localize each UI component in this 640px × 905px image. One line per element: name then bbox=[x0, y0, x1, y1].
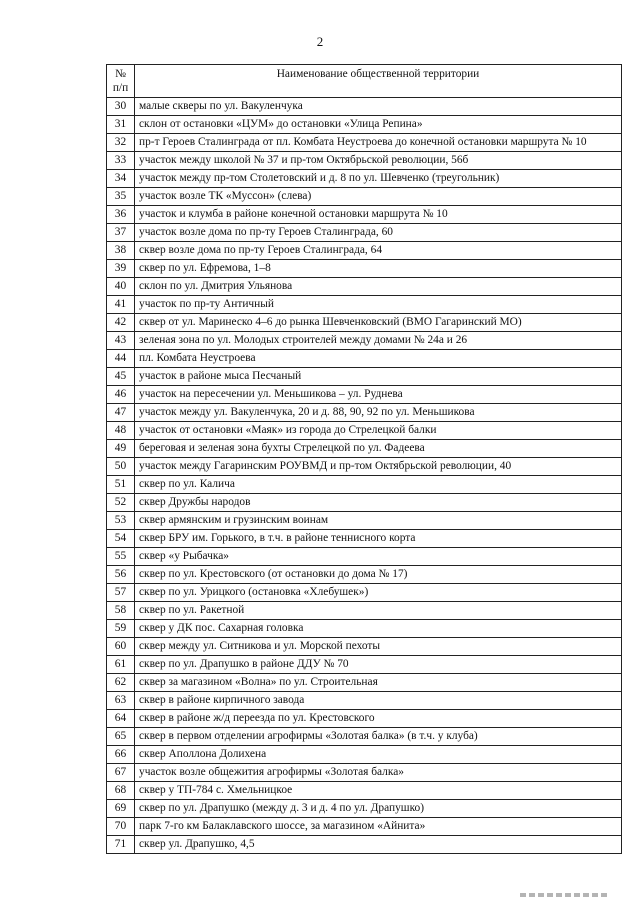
table-row bbox=[107, 314, 622, 332]
row-territory-name: сквер в районе ж/д переезда по ул. Крестовского bbox=[135, 710, 622, 728]
table-row bbox=[107, 620, 622, 638]
table-row bbox=[107, 296, 622, 314]
table-row bbox=[107, 422, 622, 440]
table-row bbox=[107, 224, 622, 242]
table-body bbox=[107, 98, 622, 854]
row-territory-name: зеленая зона по ул. Молодых строителей между домами № 24а и 26 bbox=[135, 332, 622, 350]
row-territory-name: сквер по ул. Ефремова, 1–8 bbox=[135, 260, 622, 278]
row-territory-name: сквер между ул. Ситникова и ул. Морской пехоты bbox=[135, 638, 622, 656]
row-territory-name: сквер БРУ им. Горького, в т.ч. в районе теннисного корта bbox=[135, 530, 622, 548]
row-territory-name: сквер у ДК пос. Сахарная головка bbox=[135, 620, 622, 638]
table-row bbox=[107, 170, 622, 188]
table-row bbox=[107, 656, 622, 674]
table-row bbox=[107, 440, 622, 458]
row-territory-name: участок между Гагаринским РОУВМД и пр-том Октябрьской революции, 40 bbox=[135, 458, 622, 476]
row-number: 40 bbox=[107, 278, 135, 296]
row-number: 48 bbox=[107, 422, 135, 440]
row-territory-name: участок возле общежития агрофирмы «Золотая балка» bbox=[135, 764, 622, 782]
table-row bbox=[107, 206, 622, 224]
table-row bbox=[107, 692, 622, 710]
row-number: 42 bbox=[107, 314, 135, 332]
row-number: 39 bbox=[107, 260, 135, 278]
row-number: 69 bbox=[107, 800, 135, 818]
table-row bbox=[107, 818, 622, 836]
territories-table bbox=[106, 64, 622, 854]
row-territory-name: сквер по ул. Драпушко в районе ДДУ № 70 bbox=[135, 656, 622, 674]
row-territory-name: сквер по ул. Калича bbox=[135, 476, 622, 494]
row-number: 35 bbox=[107, 188, 135, 206]
table-row bbox=[107, 188, 622, 206]
row-territory-name: парк 7-го км Балаклавского шоссе, за магазином «Айнита» bbox=[135, 818, 622, 836]
table-row bbox=[107, 674, 622, 692]
table-row bbox=[107, 152, 622, 170]
table-header-row bbox=[107, 65, 622, 98]
row-number: 64 bbox=[107, 710, 135, 728]
row-territory-name: склон от остановки «ЦУМ» до остановки «Улица Репина» bbox=[135, 116, 622, 134]
table-row bbox=[107, 368, 622, 386]
table-row bbox=[107, 710, 622, 728]
row-territory-name: участок на пересечении ул. Меньшикова – ул. Руднева bbox=[135, 386, 622, 404]
row-number: 31 bbox=[107, 116, 135, 134]
table-row bbox=[107, 836, 622, 854]
row-number: 52 bbox=[107, 494, 135, 512]
row-territory-name: пл. Комбата Неустроева bbox=[135, 350, 622, 368]
row-number: 62 bbox=[107, 674, 135, 692]
table-row bbox=[107, 476, 622, 494]
row-territory-name: участок от остановки «Маяк» из города до Стрелецкой балки bbox=[135, 422, 622, 440]
table-row bbox=[107, 404, 622, 422]
row-territory-name: сквер за магазином «Волна» по ул. Строительная bbox=[135, 674, 622, 692]
row-territory-name: сквер от ул. Маринеско 4–6 до рынка Шевченковский (ВМО Гагаринский МО) bbox=[135, 314, 622, 332]
table-row bbox=[107, 512, 622, 530]
row-territory-name: малые скверы по ул. Вакуленчука bbox=[135, 98, 622, 116]
table-row bbox=[107, 332, 622, 350]
row-territory-name: участок в районе мыса Песчаный bbox=[135, 368, 622, 386]
row-number: 57 bbox=[107, 584, 135, 602]
row-number: 32 bbox=[107, 134, 135, 152]
row-territory-name: сквер Дружбы народов bbox=[135, 494, 622, 512]
row-number: 47 bbox=[107, 404, 135, 422]
header-number: № п/п bbox=[107, 65, 135, 98]
row-territory-name: участок между ул. Вакуленчука, 20 и д. 88, 90, 92 по ул. Меньшикова bbox=[135, 404, 622, 422]
row-territory-name: склон по ул. Дмитрия Ульянова bbox=[135, 278, 622, 296]
row-territory-name: сквер в первом отделении агрофирмы «Золотая балка» (в т.ч. у клуба) bbox=[135, 728, 622, 746]
row-territory-name: сквер Аполлона Долихена bbox=[135, 746, 622, 764]
row-territory-name: сквер ул. Драпушко, 4,5 bbox=[135, 836, 622, 854]
table-row bbox=[107, 242, 622, 260]
table-row bbox=[107, 746, 622, 764]
row-territory-name: участок по пр-ту Античный bbox=[135, 296, 622, 314]
table-row bbox=[107, 530, 622, 548]
row-number: 65 bbox=[107, 728, 135, 746]
table-row bbox=[107, 134, 622, 152]
row-territory-name: сквер по ул. Драпушко (между д. 3 и д. 4 по ул. Драпушко) bbox=[135, 800, 622, 818]
row-territory-name: пр-т Героев Сталинграда от пл. Комбата Неустроева до конечной остановки маршрута № 10 bbox=[135, 134, 622, 152]
row-number: 61 bbox=[107, 656, 135, 674]
table-row bbox=[107, 386, 622, 404]
table-row bbox=[107, 764, 622, 782]
row-territory-name: сквер «у Рыбачка» bbox=[135, 548, 622, 566]
row-territory-name: участок между пр-том Столетовский и д. 8 по ул. Шевченко (треугольник) bbox=[135, 170, 622, 188]
table-row bbox=[107, 260, 622, 278]
row-number: 37 bbox=[107, 224, 135, 242]
row-number: 50 bbox=[107, 458, 135, 476]
row-territory-name: сквер возле дома по пр-ту Героев Сталинграда, 64 bbox=[135, 242, 622, 260]
row-number: 56 bbox=[107, 566, 135, 584]
table-row bbox=[107, 602, 622, 620]
table-row bbox=[107, 350, 622, 368]
table-row bbox=[107, 782, 622, 800]
row-number: 58 bbox=[107, 602, 135, 620]
row-number: 30 bbox=[107, 98, 135, 116]
row-territory-name: участок возле ТК «Муссон» (слева) bbox=[135, 188, 622, 206]
table-row bbox=[107, 566, 622, 584]
row-number: 53 bbox=[107, 512, 135, 530]
table-row bbox=[107, 278, 622, 296]
table-row bbox=[107, 548, 622, 566]
row-number: 59 bbox=[107, 620, 135, 638]
table-row bbox=[107, 584, 622, 602]
row-number: 51 bbox=[107, 476, 135, 494]
row-territory-name: береговая и зеленая зона бухты Стрелецкой по ул. Фадеева bbox=[135, 440, 622, 458]
row-number: 68 bbox=[107, 782, 135, 800]
row-number: 71 bbox=[107, 836, 135, 854]
row-territory-name: участок возле дома по пр-ту Героев Сталинграда, 60 bbox=[135, 224, 622, 242]
row-number: 44 bbox=[107, 350, 135, 368]
row-number: 33 bbox=[107, 152, 135, 170]
row-number: 70 bbox=[107, 818, 135, 836]
row-territory-name: сквер по ул. Ракетной bbox=[135, 602, 622, 620]
row-number: 34 bbox=[107, 170, 135, 188]
row-number: 60 bbox=[107, 638, 135, 656]
row-number: 43 bbox=[107, 332, 135, 350]
table-row bbox=[107, 638, 622, 656]
table-row bbox=[107, 494, 622, 512]
table-row bbox=[107, 98, 622, 116]
row-territory-name: сквер по ул. Крестовского (от остановки до дома № 17) bbox=[135, 566, 622, 584]
table-row bbox=[107, 800, 622, 818]
row-number: 54 bbox=[107, 530, 135, 548]
table-row bbox=[107, 728, 622, 746]
row-territory-name: сквер в районе кирпичного завода bbox=[135, 692, 622, 710]
row-number: 46 bbox=[107, 386, 135, 404]
row-number: 49 bbox=[107, 440, 135, 458]
row-number: 38 bbox=[107, 242, 135, 260]
header-name: Наименование общественной территории bbox=[135, 65, 622, 98]
row-number: 55 bbox=[107, 548, 135, 566]
row-territory-name: сквер армянским и грузинским воинам bbox=[135, 512, 622, 530]
row-number: 66 bbox=[107, 746, 135, 764]
table-row bbox=[107, 458, 622, 476]
row-territory-name: сквер у ТП-784 с. Хмельницкое bbox=[135, 782, 622, 800]
row-number: 45 bbox=[107, 368, 135, 386]
row-number: 36 bbox=[107, 206, 135, 224]
row-number: 63 bbox=[107, 692, 135, 710]
row-number: 67 bbox=[107, 764, 135, 782]
scan-artifact bbox=[520, 893, 610, 897]
page-number: 2 bbox=[316, 34, 324, 49]
row-territory-name: участок между школой № 37 и пр-том Октябрьской революции, 56б bbox=[135, 152, 622, 170]
row-number: 41 bbox=[107, 296, 135, 314]
row-territory-name: сквер по ул. Урицкого (остановка «Хлебушек») bbox=[135, 584, 622, 602]
row-territory-name: участок и клумба в районе конечной остановки маршрута № 10 bbox=[135, 206, 622, 224]
table-row bbox=[107, 116, 622, 134]
